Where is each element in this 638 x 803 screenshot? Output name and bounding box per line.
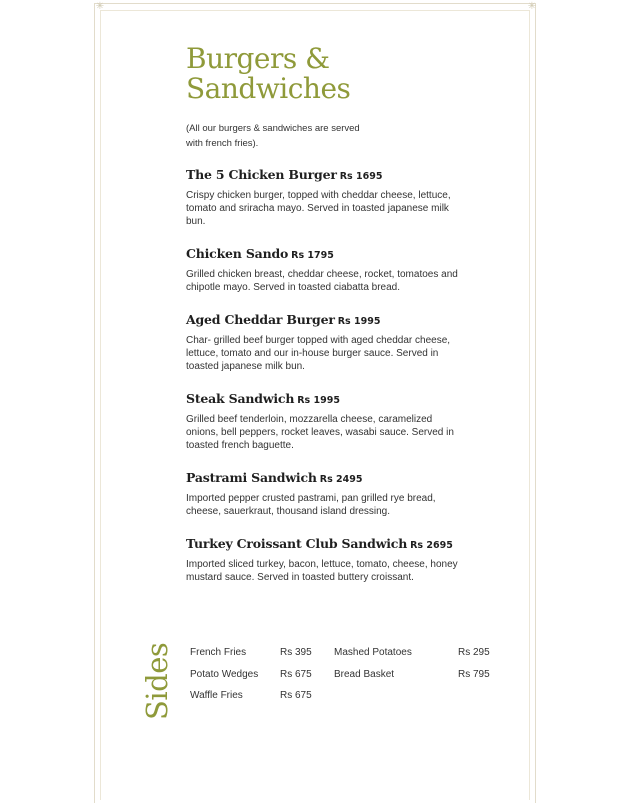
side-item-name: Mashed Potatoes — [334, 647, 412, 658]
item-name: Pastrami Sandwich — [186, 470, 317, 485]
item-name: Aged Cheddar Burger — [186, 312, 335, 327]
item-name: Steak Sandwich — [186, 391, 295, 406]
menu-item — [186, 390, 486, 452]
side-item-name: Waffle Fries — [190, 690, 243, 701]
side-item-price: Rs 295 — [458, 647, 490, 658]
item-description: Imported sliced turkey, bacon, lettuce, tomato, cheese, honey mustard sauce. Served in toasted buttery croissant. — [186, 559, 458, 583]
item-name: The 5 Chicken Burger — [186, 167, 337, 182]
section-title-line2: Sandwiches — [186, 72, 351, 105]
ornament-icon: ✳ — [527, 1, 537, 12]
item-name: Turkey Croissant Club Sandwich — [186, 536, 408, 551]
item-description: Grilled chicken breast, cheddar cheese, rocket, tomatoes and chipotle mayo. Served in toasted ciabatta bread. — [186, 269, 458, 293]
item-description: Crispy chicken burger, topped with cheddar cheese, lettuce, tomato and sriracha mayo. Served in toasted japanese milk bun. — [186, 190, 451, 227]
menu-item — [186, 245, 486, 294]
sides-heading: Sides — [140, 642, 174, 720]
side-item-name: Bread Basket — [334, 669, 395, 680]
sides-list — [190, 646, 490, 716]
menu-item — [186, 311, 486, 373]
ornament-icon: ✳ — [95, 1, 105, 12]
item-name: Chicken Sando — [186, 246, 289, 261]
section-note-line2: with french fries). — [186, 138, 259, 149]
item-price: Rs 1695 — [339, 171, 383, 182]
side-item-name: French Fries — [190, 647, 247, 658]
side-item-price: Rs 675 — [280, 690, 312, 701]
menu-items — [186, 166, 486, 601]
menu-item — [186, 166, 486, 228]
section-note — [186, 121, 386, 151]
item-price: Rs 1995 — [297, 395, 340, 406]
side-item-name: Potato Wedges — [190, 669, 259, 680]
section-title — [186, 44, 350, 104]
item-description: Char- grilled beef burger topped with aged cheddar cheese, lettuce, tomato and our in-house burger sauce. Served in toasted japanese milk bun. — [186, 335, 451, 372]
side-item-price: Rs 675 — [280, 669, 312, 680]
item-price: Rs 1995 — [337, 316, 381, 327]
item-description: Grilled beef tenderloin, mozzarella cheese, caramelized onions, bell peppers, rocket leaves, wasabi sauce. Served in toasted french baguette. — [186, 414, 454, 451]
menu-item — [186, 469, 486, 518]
item-price: Rs 1795 — [291, 250, 334, 261]
side-item-price: Rs 395 — [280, 647, 312, 658]
item-price: Rs 2695 — [410, 540, 453, 551]
section-note-line1: (All our burgers & sandwiches are served — [186, 123, 360, 134]
item-price: Rs 2495 — [319, 474, 363, 485]
section-title-line1: Burgers & — [186, 42, 330, 75]
side-item-price: Rs 795 — [458, 669, 490, 680]
menu-item — [186, 535, 486, 584]
item-description: Imported pepper crusted pastrami, pan grilled rye bread, cheese, sauerkraut, thousand island dressing. — [186, 493, 436, 517]
